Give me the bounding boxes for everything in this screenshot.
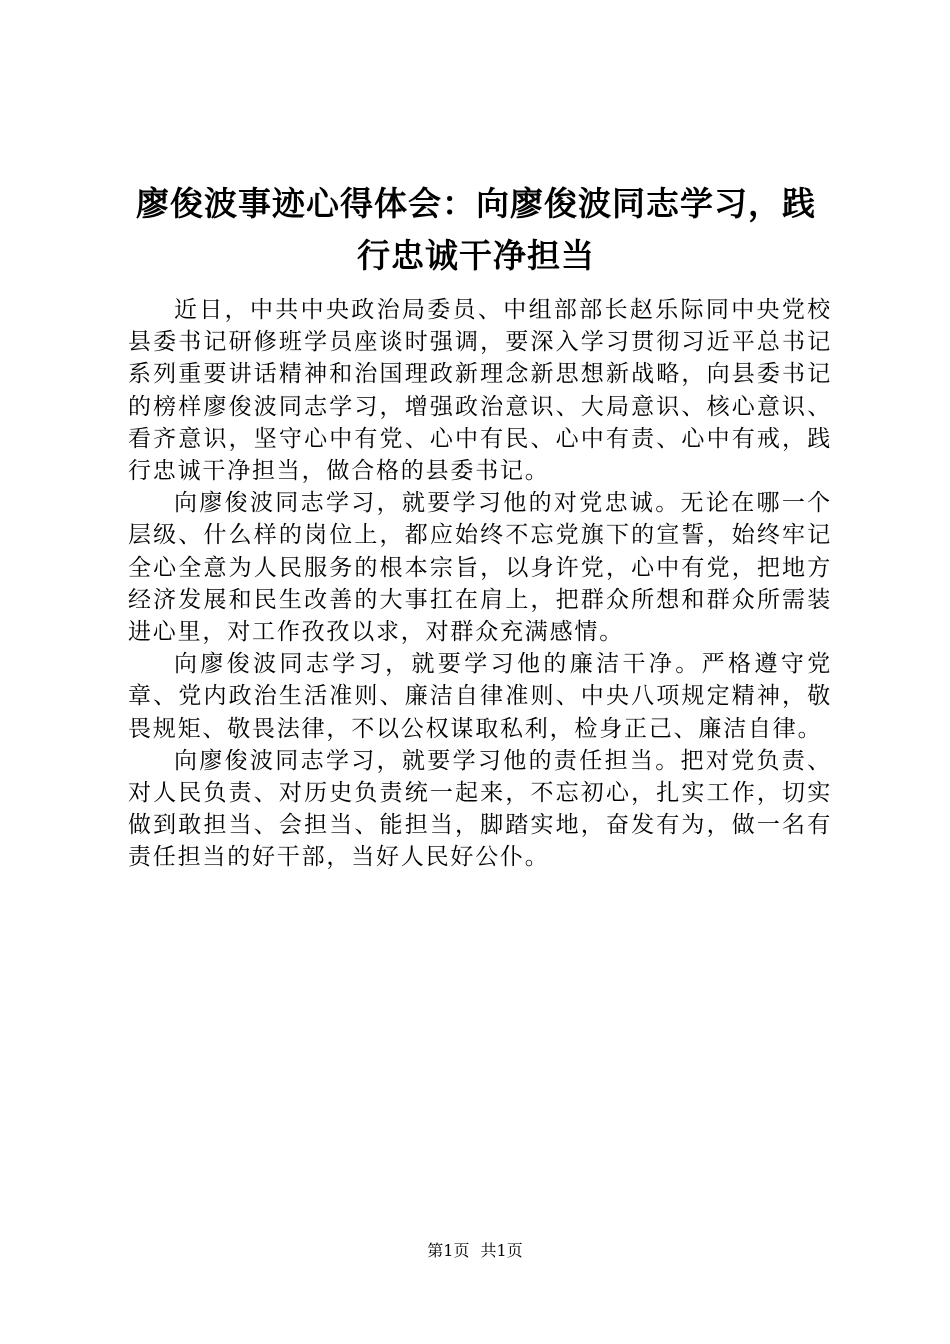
page-footer — [0, 1240, 950, 1262]
paragraph-2: 向廖俊波同志学习，就要学习他的对党忠诚。无论在哪一个层级、什么样的岗位上，都应始终不忘党旗下的宣誓，始终牢记全心全意为人民服务的根本宗旨，以身许党，心中有党，把地方经济发展和民生改善的大事扛在肩上，把群众所想和群众所需装进心里，对工作孜孜以求，对群众充满感情。 — [128, 490, 832, 646]
paragraph-1: 近日，中共中央政治局委员、中组部部长赵乐际同中央党校县委书记研修班学员座谈时强调，要深入学习贯彻习近平总书记系列重要讲话精神和治国理政新理念新思想新战略，向县委书记的榜样廖俊波同志学习，增强政治意识、大局意识、核心意识、看齐意识，坚守心中有党、心中有民、心中有责、心中有戒，践行忠诚干净担当，做合格的县委书记。 — [128, 297, 832, 485]
document-title: 廖俊波事迹心得体会：向廖俊波同志学习，践行忠诚干净担当 — [136, 184, 816, 275]
document-body — [128, 294, 832, 874]
page-number: 第1页 — [427, 1241, 470, 1260]
paragraph-4: 向廖俊波同志学习，就要学习他的责任担当。把对党负责、对人民负责、对历史负责统一起来，不忘初心，扎实工作，切实做到敢担当、会担当、能担当，脚踏实地，奋发有为，做一名有责任担当的好干部，当好人民好公仆。 — [128, 747, 832, 871]
page-total: 共1页 — [480, 1241, 523, 1260]
paragraph-3: 向廖俊波同志学习，就要学习他的廉洁干净。严格遵守党章、党内政治生活准则、廉洁自律准则、中央八项规定精神，敬畏规矩、敬畏法律，不以公权谋取私利，检身正己、廉洁自律。 — [128, 651, 832, 742]
